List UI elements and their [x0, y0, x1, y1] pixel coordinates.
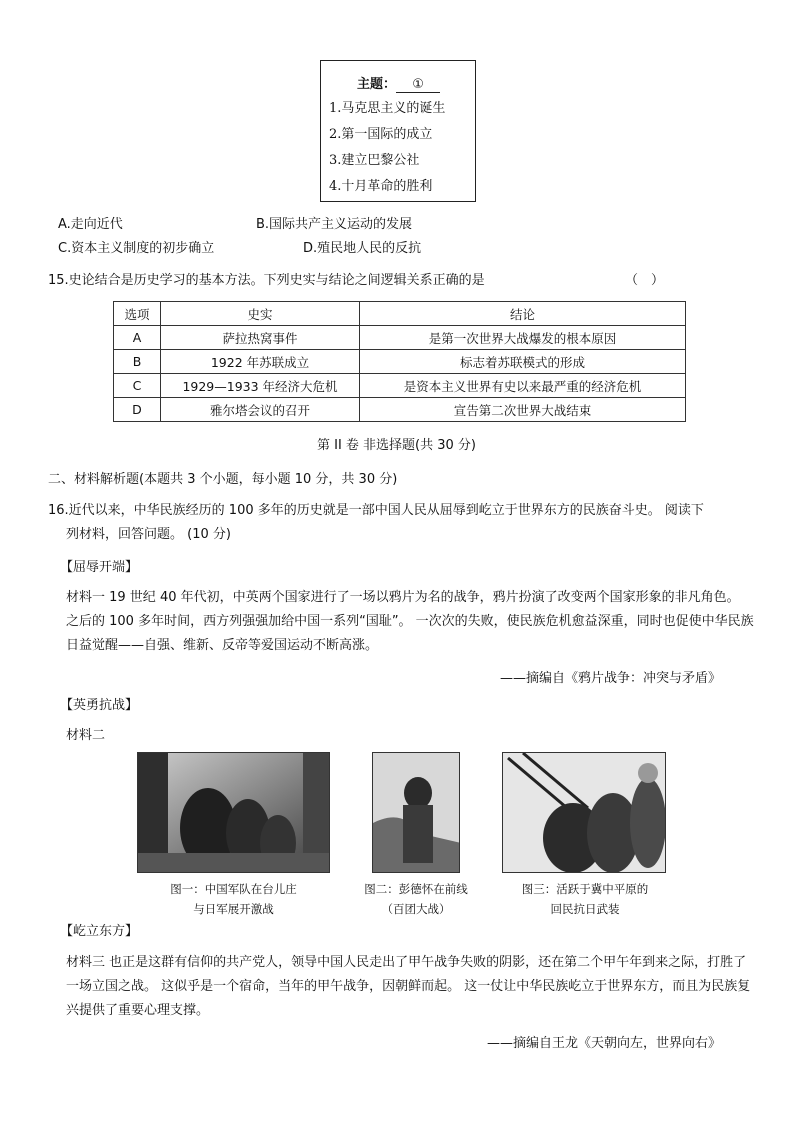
table-cell: 标志着苏联模式的形成	[360, 350, 686, 374]
table-cell: 是第一次世界大战爆发的根本原因	[360, 326, 686, 350]
table-cell: 萨拉热窝事件	[161, 326, 360, 350]
option-c: C.资本主义制度的初步确立	[58, 241, 215, 256]
part-heading: 【英勇抗战】	[60, 698, 139, 713]
table-header-row	[114, 302, 686, 326]
answer-paren: （ ）	[625, 273, 665, 288]
table-row	[114, 398, 686, 422]
photo-peng-dehuai-image	[373, 753, 460, 873]
caption-figure-three: 图三：活跃于冀中平原的 回民抗日武装	[521, 882, 649, 916]
option-d: D.殖民地人民的反抗	[303, 241, 422, 256]
theme-item: 3.建立巴黎公社	[329, 153, 420, 168]
photo-peng-dehuai	[372, 752, 460, 873]
part-heading: 【屈辱开端】	[60, 560, 139, 575]
theme-item: 2.第一国际的成立	[329, 127, 433, 142]
table-cell: C	[114, 374, 161, 398]
material-two-label: 材料二	[66, 728, 106, 743]
photo-hui-militia	[502, 752, 666, 873]
table-cell: 宣告第二次世界大战结束	[360, 398, 686, 422]
question-15-stem: 15.史论结合是历史学习的基本方法。下列史实与结论之间逻辑关系正确的是	[48, 273, 485, 288]
table-row	[114, 326, 686, 350]
option-a: A.走向近代	[58, 217, 123, 232]
option-b: B.国际共产主义运动的发展	[256, 217, 413, 232]
table-header: 结论	[360, 302, 686, 326]
answer-table	[113, 301, 686, 422]
theme-title: 主题： ①	[357, 73, 440, 93]
table-header: 选项	[114, 302, 161, 326]
table-cell: B	[114, 350, 161, 374]
theme-blank: ①	[396, 77, 440, 93]
table-cell: A	[114, 326, 161, 350]
table-cell: 雅尔塔会议的召开	[161, 398, 360, 422]
theme-item: 4.十月革命的胜利	[329, 179, 433, 194]
section-title: 第 II 卷 非选择题(共 30 分)	[316, 438, 476, 453]
section-heading: 二、材料解析题(本题共 3 个小题，每小题 10 分，共 30 分)	[48, 472, 398, 487]
table-cell: 1929—1933 年经济大危机	[161, 374, 360, 398]
caption-figure-one: 图一：中国军队在台儿庄 与日军展开激战	[170, 882, 297, 916]
material-three-text: 材料三 也正是这群有信仰的共产党人，领导中国人民走出了甲午战争失败的阴影，还在第二个甲午年到来之际，打胜了一场立国之战。 这似乎是一个宿命，当年的甲午战争，因朝鲜而起。 这一仗让中华民族屹立于世界东方，而且为民族复兴提供了重要心理支撑。	[66, 955, 751, 1018]
table-row	[114, 374, 686, 398]
material-one-source: ——摘编自《鸦片战争：冲突与矛盾》	[499, 671, 721, 686]
caption-figure-two: 图二：彭德怀在前线 （百团大战）	[364, 882, 468, 916]
table-row	[114, 350, 686, 374]
theme-box	[320, 60, 476, 202]
photo-taierzhuang-image	[138, 753, 330, 873]
part-heading: 【屹立东方】	[60, 924, 139, 939]
table-header: 史实	[161, 302, 360, 326]
material-one-text: 材料一 19 世纪 40 年代初，中英两个国家进行了一场以鸦片为名的战争，鸦片扮演了改变两个国家形象的非凡角色。 之后的 100 多年时间，西方列强强加给中国一系列“国耻”。 一次次的失败，使民族危机愈益深重，同时也促使中华民族日益觉醒——自强、维新、反帝等爱国运动不断高涨。	[66, 590, 754, 653]
table-cell: 是资本主义世界有史以来最严重的经济危机	[360, 374, 686, 398]
theme-item: 1.马克思主义的诞生	[329, 101, 446, 116]
photo-hui-militia-image	[503, 753, 666, 873]
photo-taierzhuang	[137, 752, 330, 873]
question-16-stem: 16.近代以来，中华民族经历的 100 多年的历史就是一部中国人民从屈辱到屹立于世界东方的民族奋斗史。 阅读下	[48, 503, 704, 518]
table-cell: D	[114, 398, 161, 422]
table-cell: 1922 年苏联成立	[161, 350, 360, 374]
material-three-source: ——摘编自王龙《天朝向左，世界向右》	[486, 1036, 721, 1051]
question-16-stem-cont: 列材料，回答问题。 (10 分)	[66, 527, 231, 542]
